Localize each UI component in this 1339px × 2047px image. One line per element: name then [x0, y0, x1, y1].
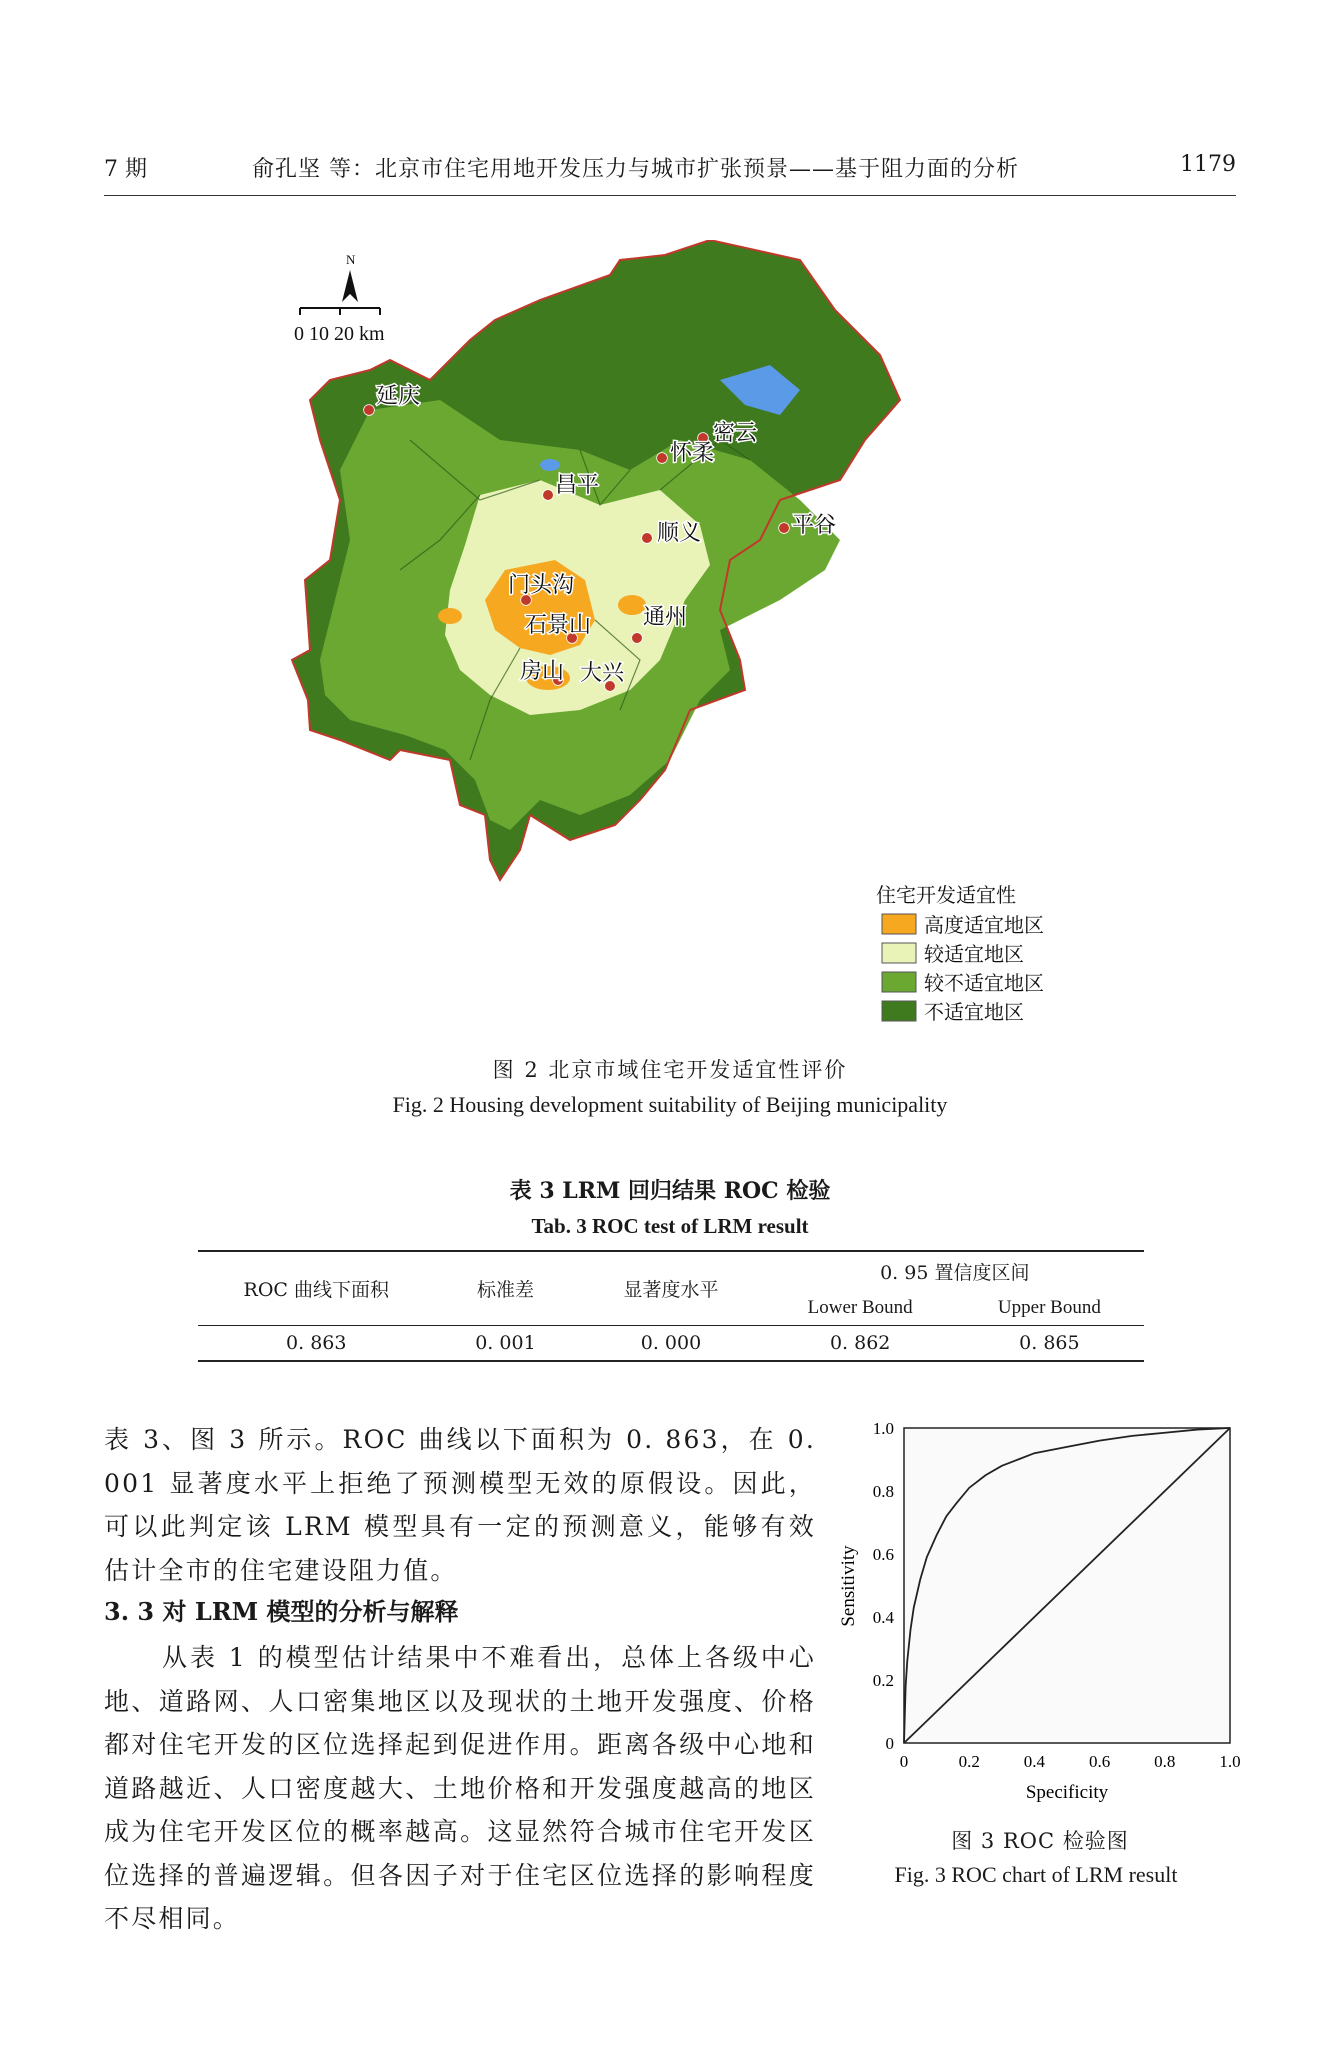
- y-axis-label: Sensitivity: [838, 1545, 859, 1627]
- map-zone-highly-suitable-spot: [438, 608, 462, 624]
- y-tick-label: 0.8: [872, 1482, 894, 1501]
- x-tick-label: 1.0: [1219, 1752, 1241, 1771]
- legend-swatch-suitable: [882, 943, 916, 963]
- place-label: 顺义: [657, 521, 702, 546]
- x-tick-label: 0.2: [958, 1752, 980, 1771]
- figure3-caption-en: Fig. 3 ROC chart of LRM result: [894, 1862, 1178, 1887]
- place-label: 通州: [643, 605, 688, 630]
- col-header-upper: Upper Bound: [997, 1297, 1101, 1318]
- map-zone-highly-suitable-spot: [618, 595, 646, 615]
- scale-label: 0 10 20 km: [294, 323, 385, 345]
- legend-label: 不适宜地区: [924, 1000, 1024, 1024]
- cell-se: 0. 001: [475, 1332, 536, 1354]
- legend-label: 较不适宜地区: [924, 971, 1044, 995]
- y-tick-label: 0.6: [872, 1545, 894, 1564]
- legend-label: 较适宜地区: [924, 942, 1024, 966]
- running-title: 俞孔坚 等：北京市住宅用地开发压力与城市扩张预景——基于阻力面的分析: [252, 157, 1019, 182]
- page-number: 1179: [1180, 152, 1236, 177]
- table-row: [198, 1326, 1144, 1362]
- x-tick-label: 0.4: [1023, 1752, 1046, 1771]
- north-arrow-icon: [342, 252, 358, 302]
- legend-swatch-unsuitable: [882, 1001, 916, 1021]
- place-label: 房山: [520, 659, 565, 684]
- cell-sig: 0. 000: [640, 1332, 702, 1354]
- col-header-lower: Lower Bound: [807, 1297, 913, 1318]
- table3-title-cn: 表 3 LRM 回归结果 ROC 检验: [509, 1178, 831, 1204]
- place-label: 门头沟: [508, 573, 575, 598]
- y-tick-label: 0: [885, 1734, 894, 1753]
- table3: [198, 1250, 1144, 1362]
- section-heading: 3. 3 对 LRM 模型的分析与解释: [104, 1597, 459, 1626]
- y-tick-label: 0.4: [872, 1608, 894, 1627]
- cell-lower: 0. 862: [829, 1332, 891, 1354]
- paragraph-2: 从表 1 的模型估计结果中不难看出，总体上各级中心地、道路网、人口密集地区以及现状的土地开发强度、价格都对住宅开发的区位选择起到促进作用。距离各级中心地和道路越近、人口密度越大、土地价格和开发强度越高的地区成为住宅开发区位的概率越高。这显然符合城市住宅开发区位选择的普遍逻辑。但各因子对于住宅区位选择的影响程度不尽相同。: [104, 1643, 816, 1933]
- legend-title: 住宅开发适宜性: [876, 883, 1016, 907]
- figure3-caption-cn: 图 3 ROC 检验图: [951, 1829, 1129, 1853]
- running-header: [104, 152, 1236, 186]
- map-legend: [876, 883, 1044, 1024]
- figure2-caption-cn: 图 2 北京市域住宅开发适宜性评价: [492, 1058, 848, 1082]
- table3-title-en: Tab. 3 ROC test of LRM result: [531, 1214, 809, 1238]
- cell-upper: 0. 865: [1019, 1332, 1080, 1354]
- scale-bar: [294, 308, 385, 345]
- place-label: 昌平: [555, 473, 600, 498]
- place-label: 石景山: [525, 613, 592, 638]
- place-label: 平谷: [792, 513, 837, 538]
- place-label: 大兴: [580, 661, 625, 686]
- y-tick-label: 1.0: [872, 1419, 894, 1438]
- map-reservoir: [540, 459, 560, 471]
- roc-chart: [826, 1410, 1246, 1805]
- y-tick-label: 0.2: [872, 1671, 894, 1690]
- x-tick-label: 0.8: [1154, 1752, 1176, 1771]
- col-header-se: 标准差: [476, 1279, 534, 1301]
- col-header-ci: 0. 95 置信度区间: [880, 1262, 1030, 1284]
- x-axis-label: Specificity: [1025, 1782, 1109, 1803]
- figure2-caption-en: Fig. 2 Housing development suitability of Beijing municipality: [392, 1092, 948, 1117]
- svg-text:N: N: [346, 252, 356, 267]
- x-tick-label: 0.6: [1088, 1752, 1111, 1771]
- col-header-sig: 显著度水平: [623, 1279, 719, 1301]
- header-rule: [104, 195, 1236, 196]
- issue-number: 7 期: [104, 157, 147, 182]
- col-header-area: ROC 曲线下面积: [243, 1279, 389, 1301]
- legend-swatch-high: [882, 914, 916, 934]
- paragraph-1: 表 3、图 3 所示。ROC 曲线以下面积为 0. 863，在 0. 001 显著度水平上拒绝了预测模型无效的原假设。因此，可以此判定该 LRM 模型具有一定的预测意义，能够有效估计全市的住宅建设阻力值。: [104, 1425, 816, 1585]
- place-label: 怀柔: [670, 441, 715, 466]
- place-label: 延庆: [376, 384, 421, 409]
- x-tick-label: 0: [899, 1752, 909, 1771]
- place-label: 密云: [713, 421, 758, 446]
- cell-area: 0. 863: [286, 1332, 347, 1354]
- legend-swatch-less: [882, 972, 916, 992]
- legend-label: 高度适宜地区: [924, 913, 1044, 937]
- suitability-map: [280, 240, 1240, 1030]
